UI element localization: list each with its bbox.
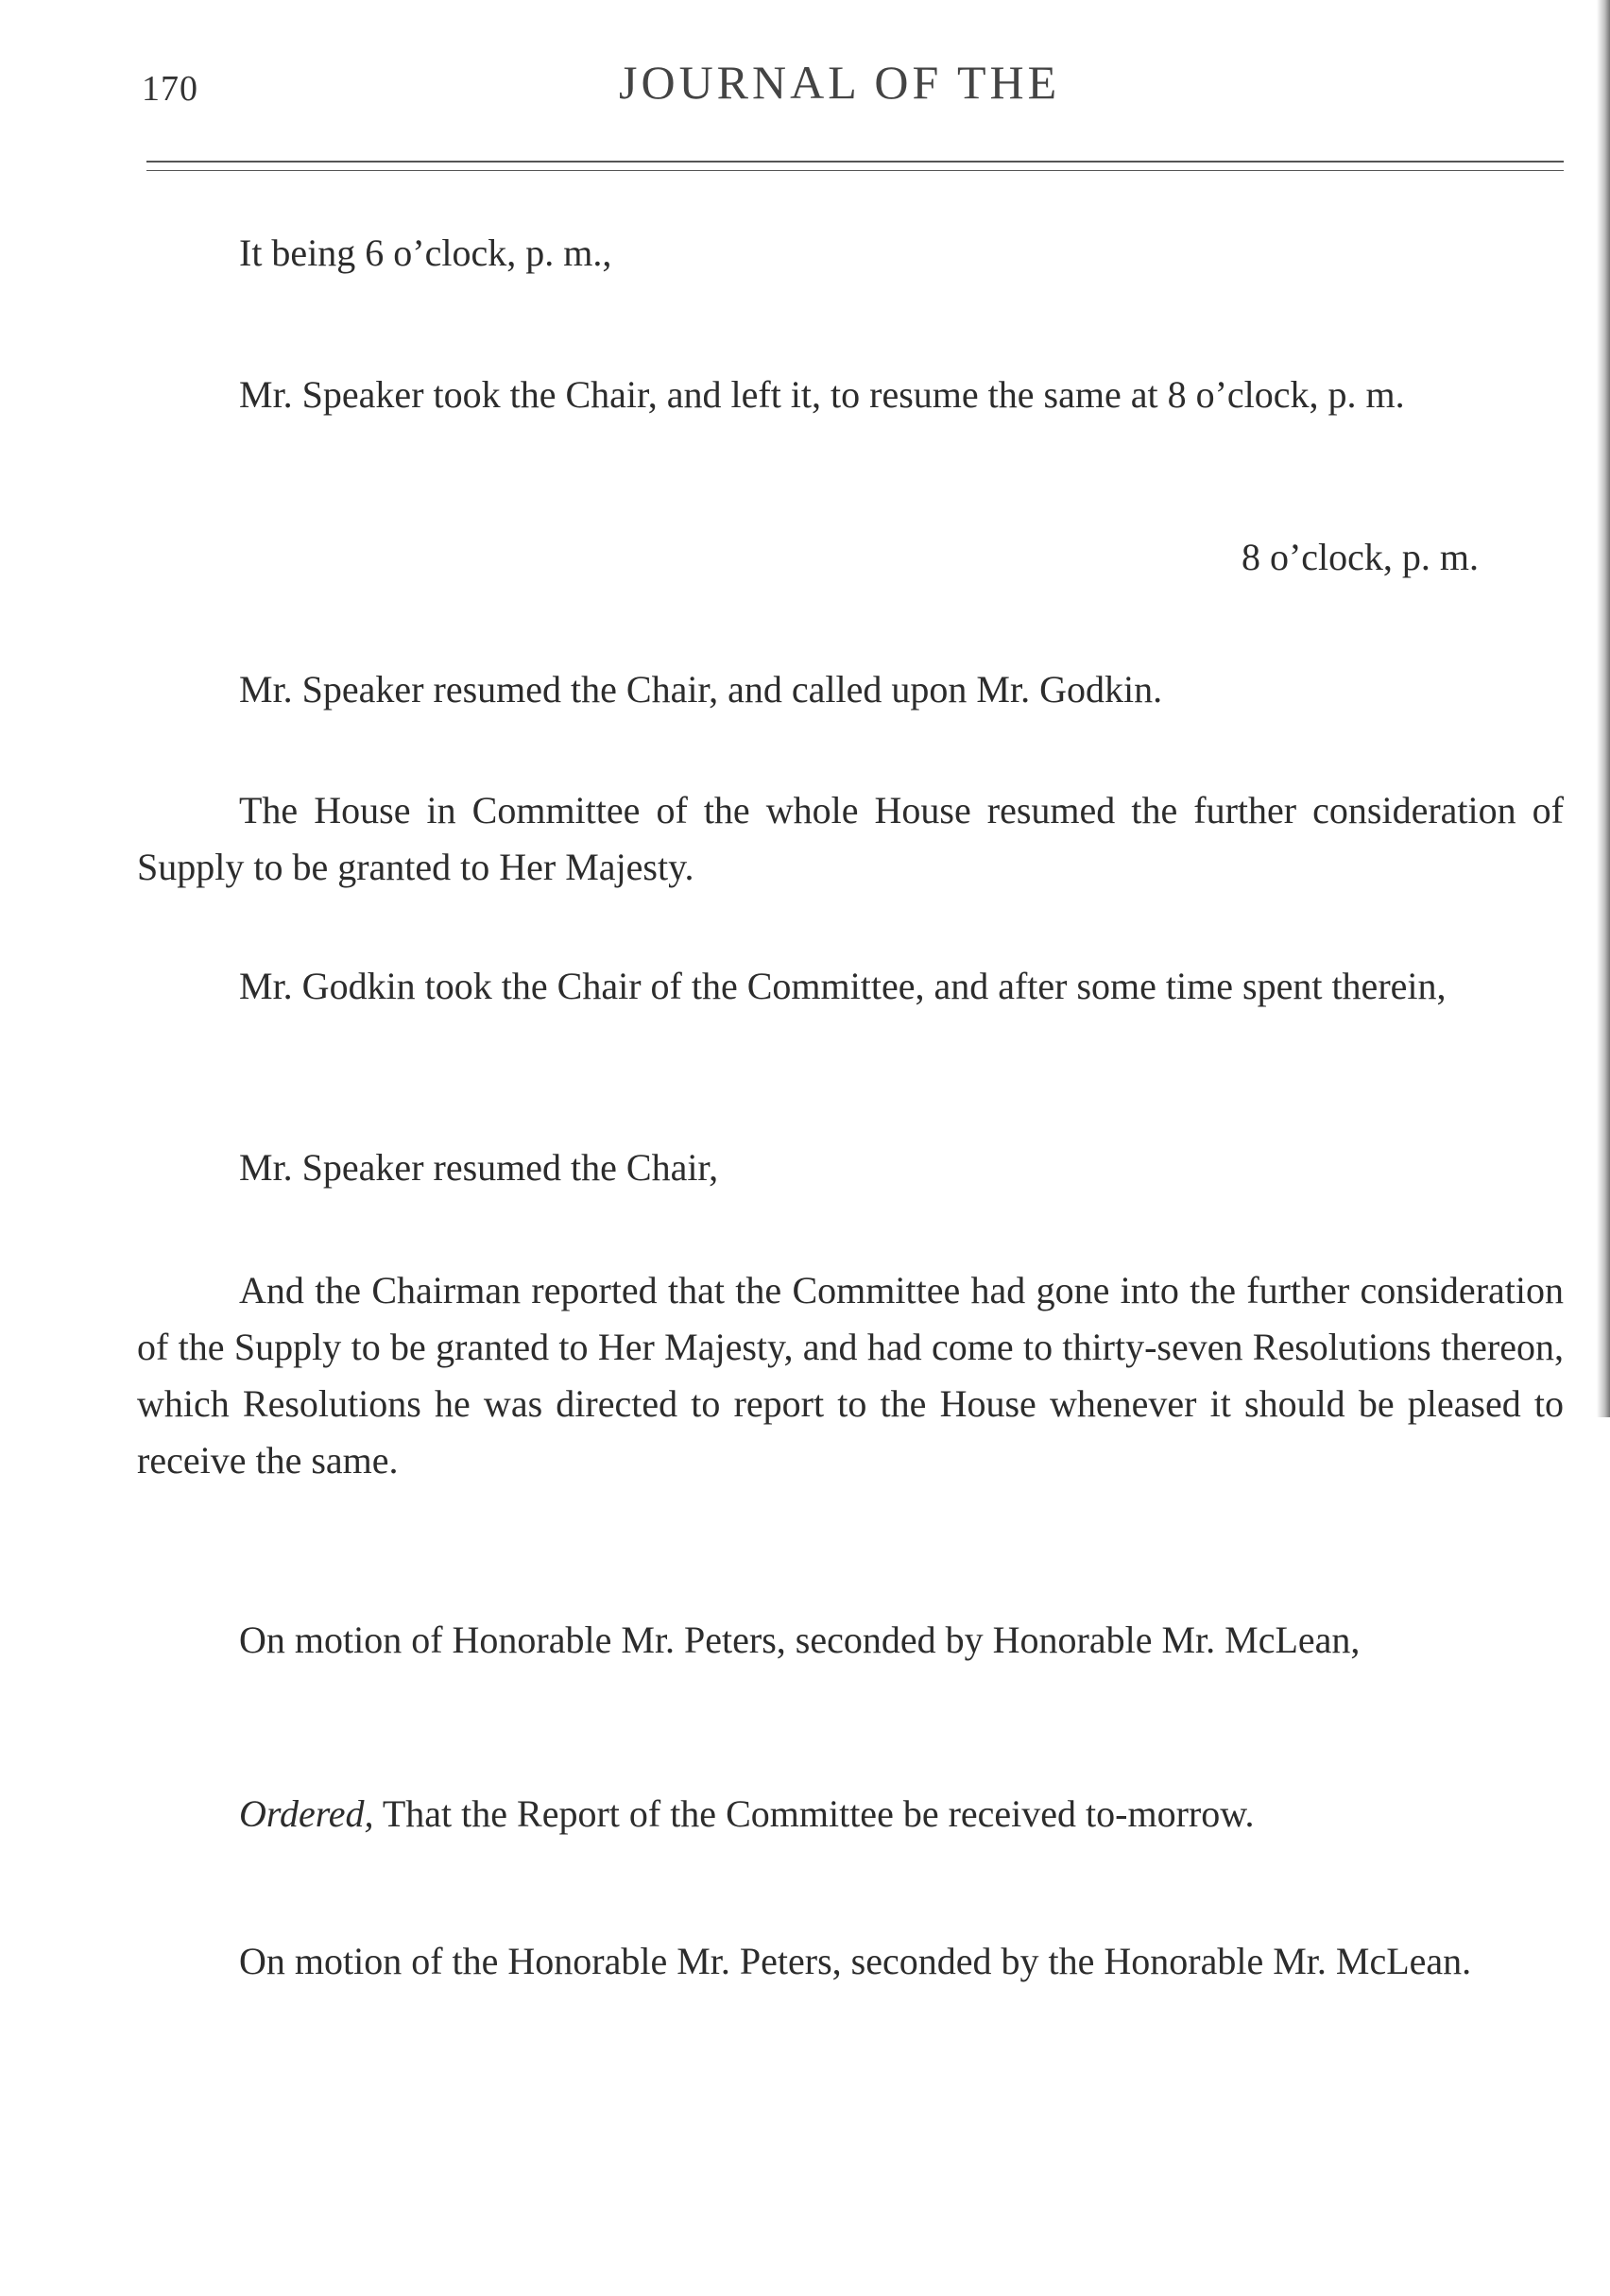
ordered-text: That the Report of the Committee be received to-morrow. [373, 1792, 1255, 1835]
running-head: JOURNAL OF THE [619, 56, 1061, 109]
page-number: 170 [142, 69, 198, 109]
paragraph-motion-peters-1: On motion of Honorable Mr. Peters, seconded by Honorable Mr. McLean, [239, 1619, 1361, 1661]
paragraph-motion-peters-2: On motion of the Honorable Mr. Peters, seconded by the Honorable Mr. McLean. [239, 1940, 1472, 1982]
paragraph-chairman-reported: And the Chairman reported that the Committee had gone into the further consideration of the Supply to be granted to Her Majesty, and had come to thirty-seven Resolutions thereon, which Resolutions he was directed to report to the House whenever it should be pleased to receive the same. [137, 1269, 1564, 1482]
page-header [142, 55, 1568, 130]
paragraph-house-in-committee: The House in Committee of the whole House resumed the further consideration of Supply to be granted to Her Majesty. [137, 789, 1564, 888]
header-rule [146, 161, 1564, 163]
header-rule-thin [146, 170, 1564, 171]
paragraph-eight-oclock: 8 o’clock, p. m. [1241, 536, 1479, 578]
paragraph-speaker-left-chair: Mr. Speaker took the Chair, and left it, to resume the same at 8 o’clock, p. m. [239, 373, 1405, 416]
paragraph-ordered [137, 1786, 1564, 1842]
paragraph-six-oclock: It being 6 o’clock, p. m., [239, 231, 612, 274]
paragraph-speaker-resumed-godkin: Mr. Speaker resumed the Chair, and called upon Mr. Godkin. [239, 668, 1163, 711]
paragraph-speaker-resumed: Mr. Speaker resumed the Chair, [239, 1146, 719, 1189]
ordered-label: Ordered, [239, 1792, 374, 1835]
binding-edge-shadow [1597, 0, 1610, 1417]
paragraph-godkin-took-chair: Mr. Godkin took the Chair of the Committee, and after some time spent therein, [239, 965, 1447, 1007]
